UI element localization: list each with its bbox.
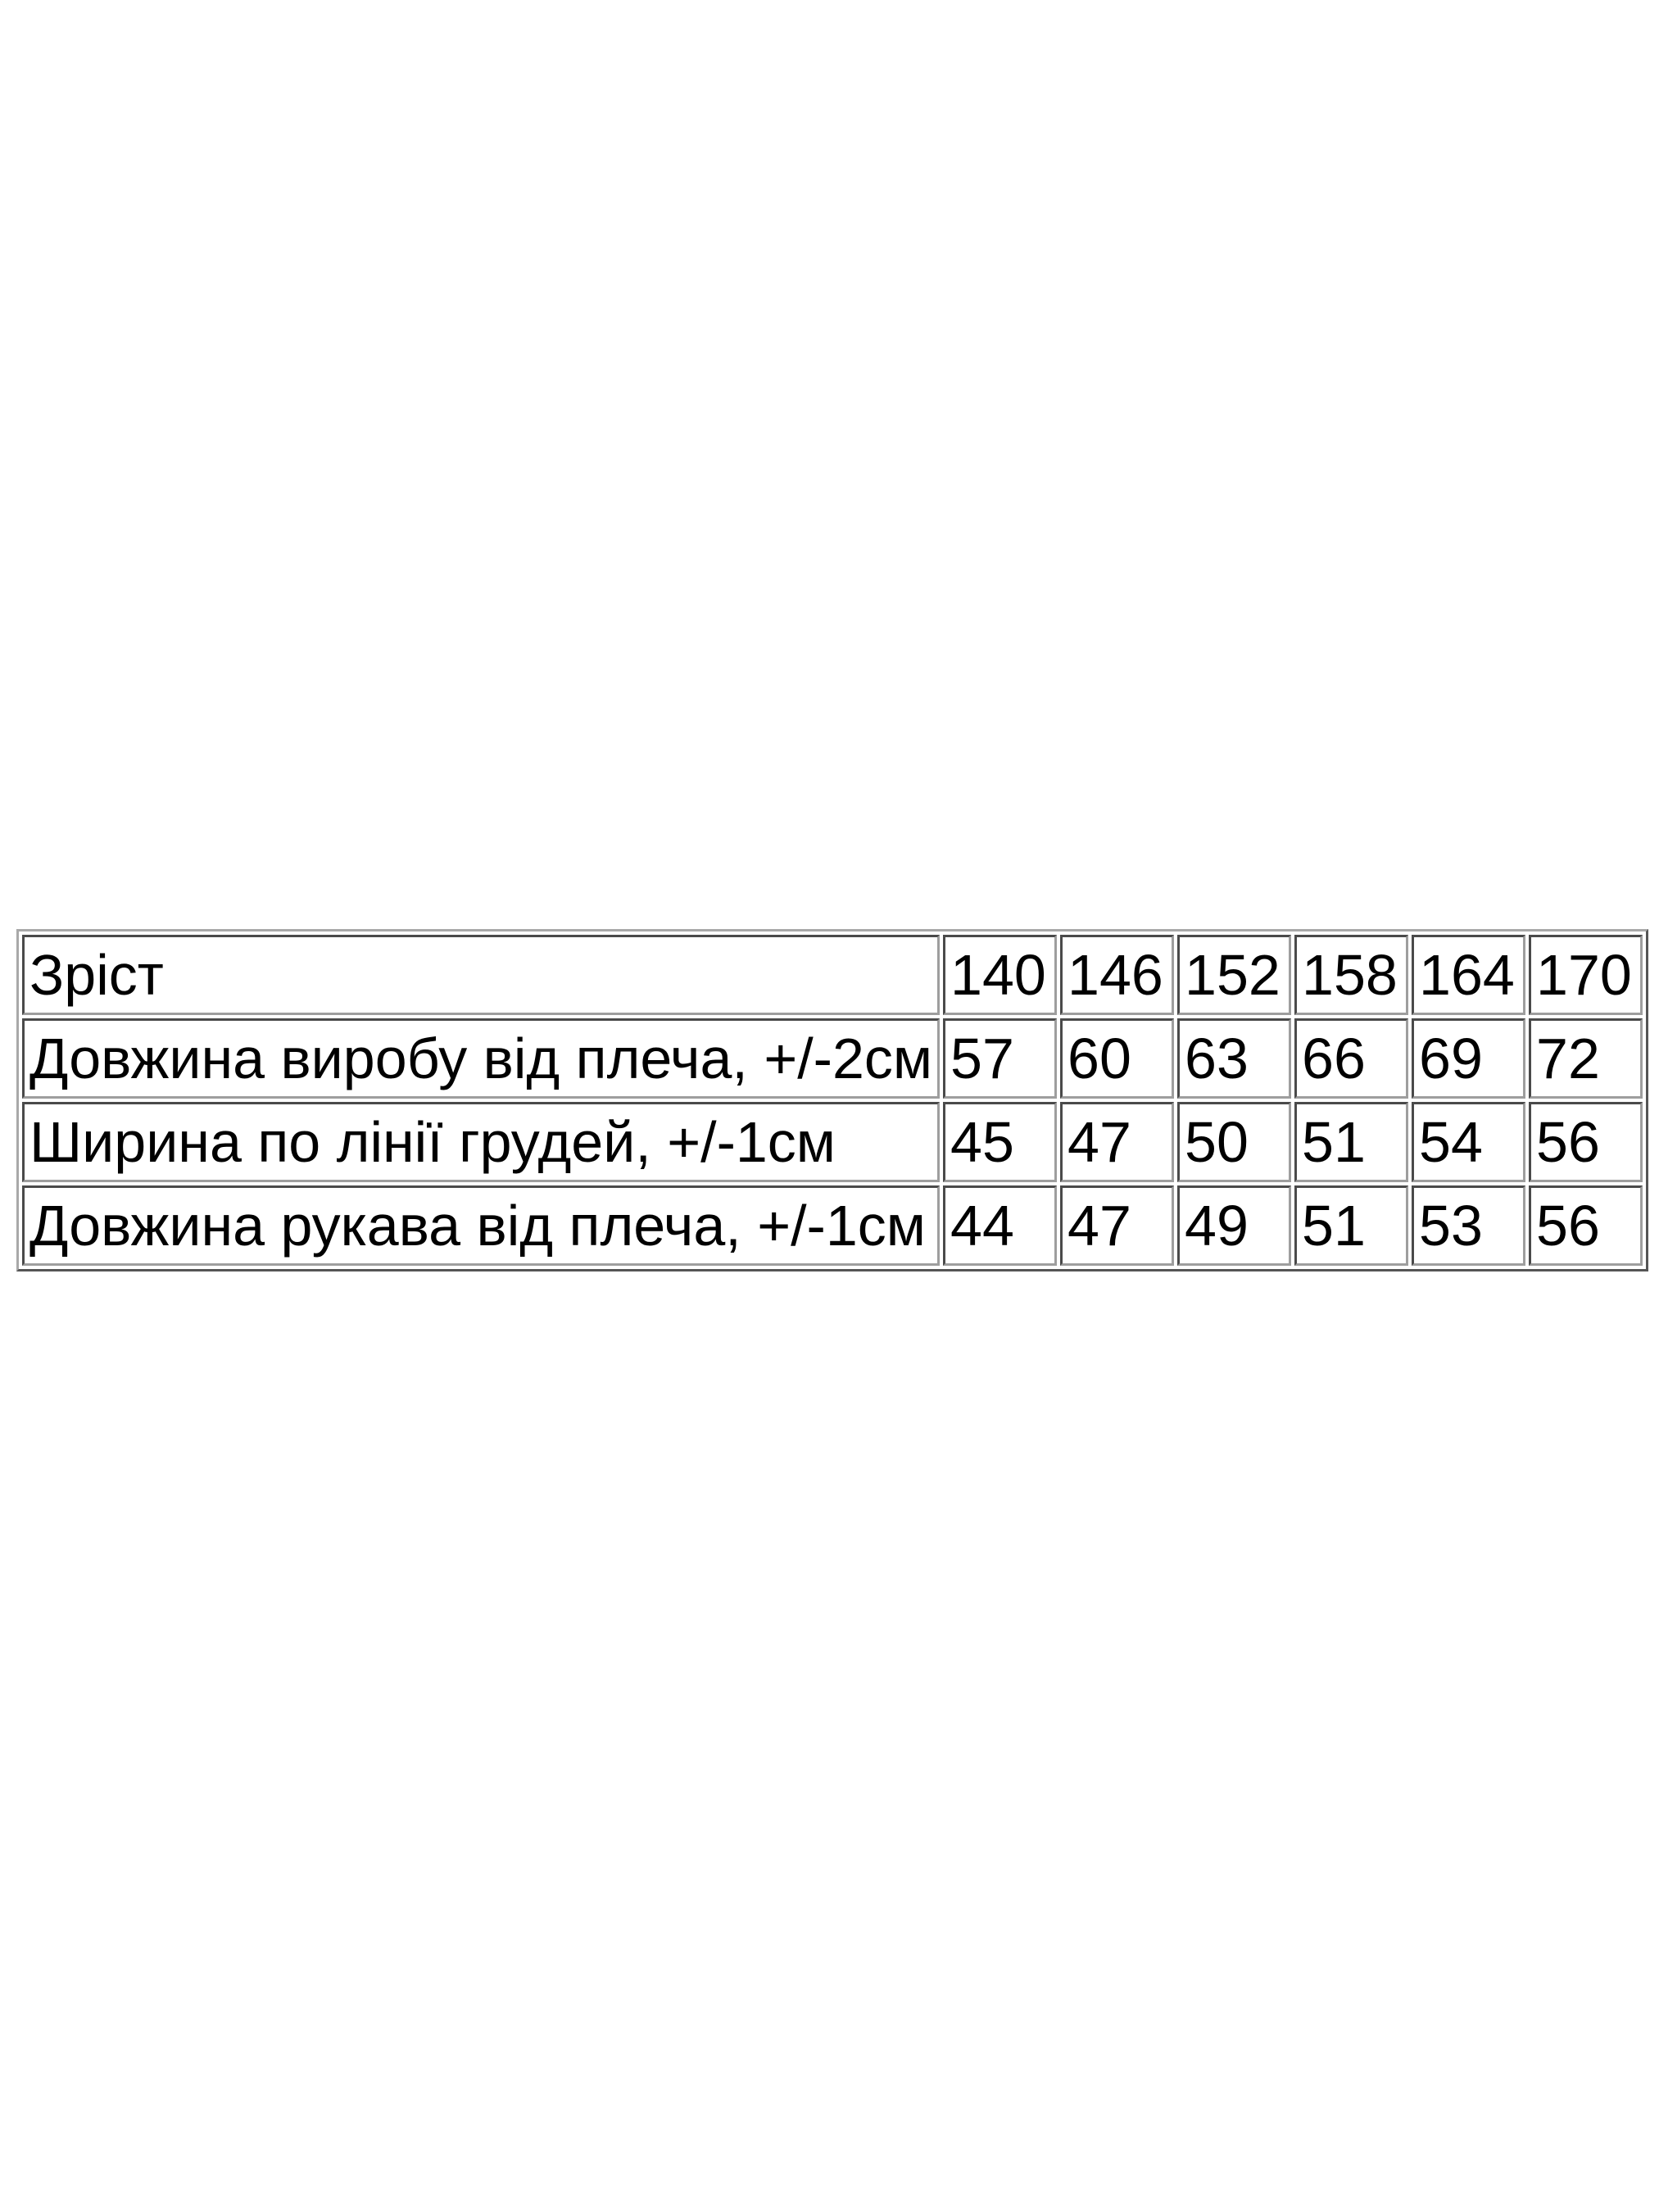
measurement-value-cell: 56 [1529, 1102, 1643, 1182]
measurement-value-cell: 63 [1177, 1018, 1291, 1099]
header-label-cell: Зріст [22, 935, 940, 1015]
measurement-value-cell: 44 [943, 1185, 1057, 1266]
measurement-value-cell: 57 [943, 1018, 1057, 1099]
header-size-cell: 152 [1177, 935, 1291, 1015]
header-size-cell: 146 [1060, 935, 1174, 1015]
measurement-value-cell: 56 [1529, 1185, 1643, 1266]
header-size-cell: 140 [943, 935, 1057, 1015]
measurement-value-cell: 51 [1294, 1102, 1408, 1182]
measurement-value-cell: 60 [1060, 1018, 1174, 1099]
measurement-label-cell: Довжина рукава від плеча, +/-1см [22, 1185, 940, 1266]
measurement-value-cell: 53 [1412, 1185, 1525, 1266]
table-row-header [22, 935, 1643, 1015]
measurement-value-cell: 47 [1060, 1185, 1174, 1266]
measurement-value-cell: 50 [1177, 1102, 1291, 1182]
header-size-cell: 158 [1294, 935, 1408, 1015]
table-row [22, 1018, 1643, 1099]
measurement-value-cell: 72 [1529, 1018, 1643, 1099]
header-size-cell: 164 [1412, 935, 1525, 1015]
measurement-label-cell: Ширина по лінії грудей, +/-1см [22, 1102, 940, 1182]
measurement-value-cell: 66 [1294, 1018, 1408, 1099]
measurement-value-cell: 47 [1060, 1102, 1174, 1182]
header-size-cell: 170 [1529, 935, 1643, 1015]
measurement-label-cell: Довжина виробу від плеча, +/-2см [22, 1018, 940, 1099]
table-row [22, 1102, 1643, 1182]
measurement-value-cell: 69 [1412, 1018, 1525, 1099]
table-row [22, 1185, 1643, 1266]
measurement-value-cell: 45 [943, 1102, 1057, 1182]
measurement-value-cell: 54 [1412, 1102, 1525, 1182]
measurement-value-cell: 51 [1294, 1185, 1408, 1266]
measurement-value-cell: 49 [1177, 1185, 1291, 1266]
size-chart-table [16, 929, 1648, 1271]
